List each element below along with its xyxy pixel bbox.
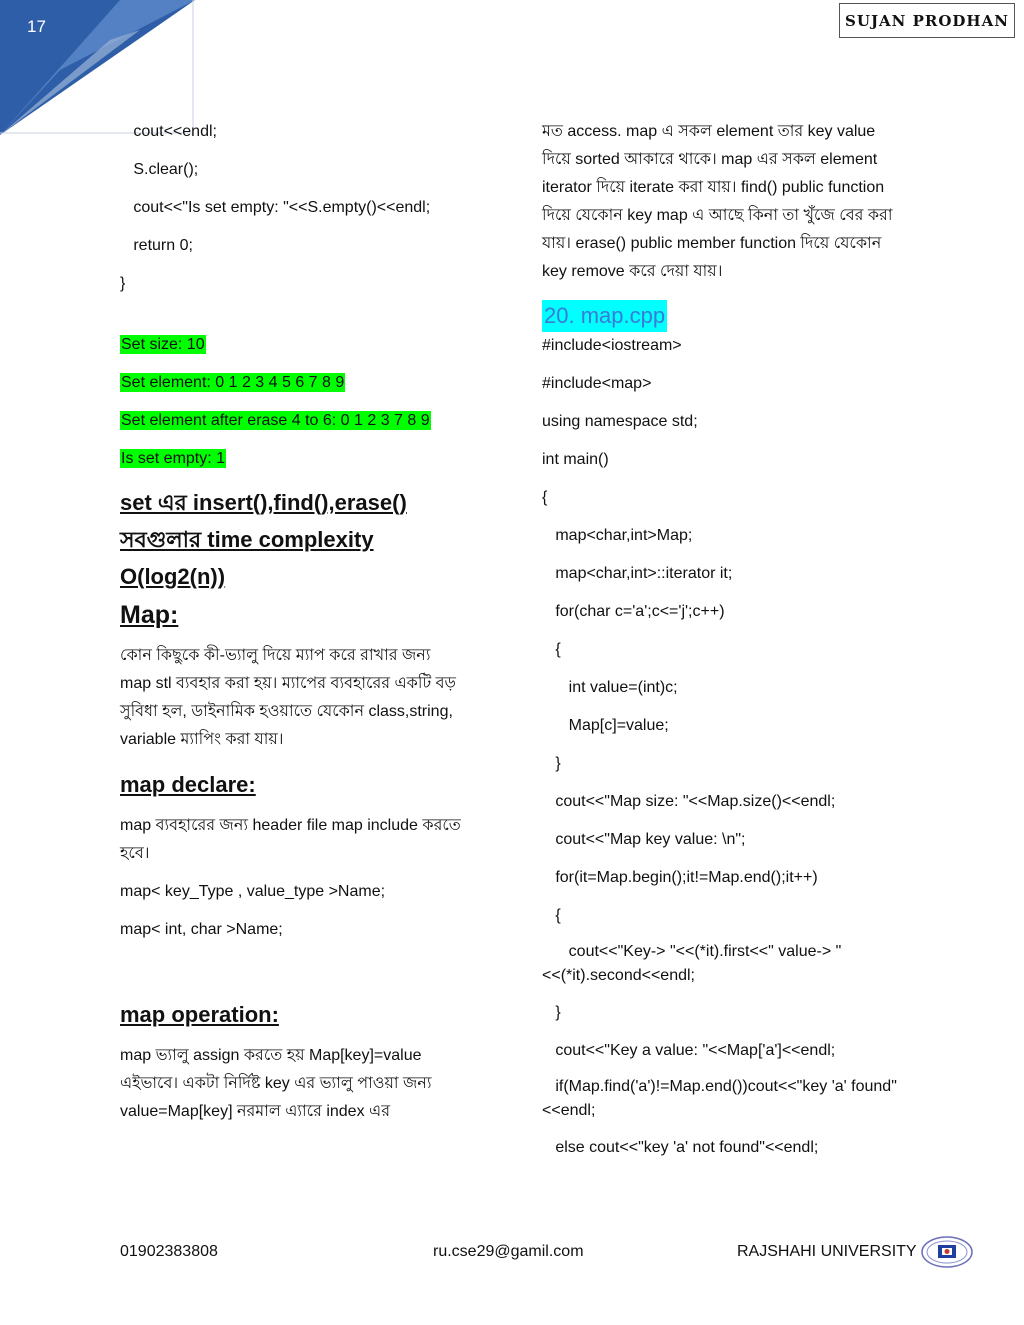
code-line: cout<<"Map size: "<<Map.size()<<endl;	[542, 793, 836, 810]
code-line: for(it=Map.begin();it!=Map.end();it++)	[542, 869, 818, 886]
map-description-text: মত access. map এ সকল element তার key value দিয়ে sorted আকারে থাকে। map এর সকল element iterator দিয়ে iterate করা যায়। find() public function দিয়ে যেকোন key map এ আছে কিনা তা খুঁজে বের করা যায়। erase() public member function দিয়ে যেকোন key remove করে দেয়া যায়।	[542, 123, 893, 280]
output-line: Set element: 0 1 2 3 4 5 6 7 8 9	[121, 374, 345, 391]
code-line: int value=(int)c;	[542, 679, 678, 696]
page-number: 17	[27, 17, 46, 36]
complexity-heading: set এর insert(),find(),erase() সবগুলার time complexity O(log2(n))	[120, 490, 407, 589]
code-line: if(Map.find('a')!=Map.end())cout<<"key 'a' found"<<endl;	[542, 1078, 897, 1119]
declare-text: map ব্যবহারের জন্য header file map include করতে হবে।	[120, 817, 461, 862]
code-line: int main()	[542, 451, 609, 468]
section-title: 20. map.cpp	[542, 300, 667, 332]
operation-text: map ভ্যালু assign করতে হয় Map[key]=value এইভাবে। একটা নির্দিষ্ট key এর ভ্যালু পাওয়া জন্য value=Map[key] নরমাল এ্যারে index এর	[120, 1047, 432, 1120]
code-line: using namespace std;	[542, 413, 698, 430]
code-line: cout<<"Key a value: "<<Map['a']<<endl;	[542, 1042, 836, 1059]
code-line: {	[542, 641, 561, 658]
code-line: cout<<"Is set empty: "<<S.empty()<<endl;	[120, 199, 431, 216]
author-name: SUJAN PRODHAN	[839, 3, 1015, 38]
code-line: #include<map>	[542, 375, 652, 392]
output-line: Set element after erase 4 to 6: 0 1 2 3 7 8 9	[121, 412, 430, 429]
code-line: }	[542, 755, 561, 772]
right-column	[542, 118, 907, 1172]
code-line: S.clear();	[120, 161, 199, 178]
university-logo-icon	[921, 1235, 973, 1269]
code-line: }	[542, 1004, 561, 1021]
code-line: for(char c='a';c<='j';c++)	[542, 603, 725, 620]
code-line: cout<<endl;	[120, 123, 217, 140]
code-line: Map[c]=value;	[542, 717, 669, 734]
code-line: {	[542, 907, 561, 924]
map-heading: Map:	[120, 601, 179, 629]
declare-heading: map declare:	[120, 772, 256, 797]
code-line: else cout<<"key 'a' not found"<<endl;	[542, 1139, 819, 1156]
map-intro-text: কোন কিছুকে কী-ভ্যালু দিয়ে ম্যাপ করে রাখার জন্য map stl ব্যবহার করা হয়। ম্যাপের ব্যবহারের একটি বড় সুবিধা হল, ডাইনামিক হওয়াতে যেকোন class,string, variable ম্যাপিং করা যায়।	[120, 647, 456, 748]
output-line: Is set empty: 1	[121, 450, 226, 467]
declare-syntax: map< int, char >Name;	[120, 921, 283, 938]
footer-university: RAJSHAHI UNIVERSITY	[737, 1243, 917, 1260]
code-line: #include<iostream>	[542, 337, 682, 354]
code-line: map<char,int>Map;	[542, 527, 693, 544]
code-line: }	[120, 275, 126, 292]
code-line: return 0;	[120, 237, 193, 254]
footer-email: ru.cse29@gamil.com	[433, 1243, 584, 1260]
left-column	[120, 118, 465, 1126]
output-line: Set size: 10	[121, 336, 205, 353]
code-line: cout<<"Map key value: \n";	[542, 831, 746, 848]
operation-heading: map operation:	[120, 1002, 279, 1027]
code-line: cout<<"Key-> "<<(*it).first<<" value-> "<<(*it).second<<endl;	[542, 943, 842, 984]
code-line: {	[542, 489, 548, 506]
footer-phone: 01902383808	[120, 1243, 218, 1260]
code-line: map<char,int>::iterator it;	[542, 565, 733, 582]
declare-syntax: map< key_Type , value_type >Name;	[120, 883, 386, 900]
